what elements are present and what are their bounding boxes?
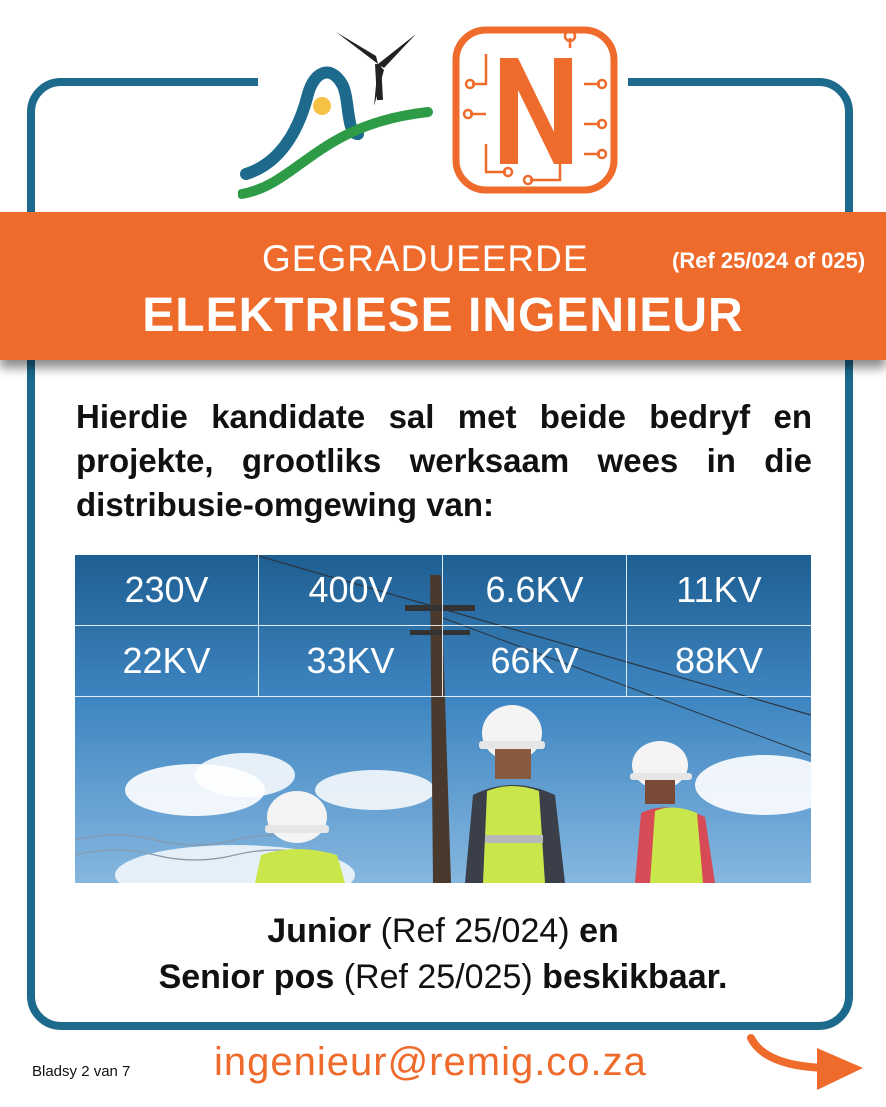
contact-email[interactable]: ingenieur@remig.co.za <box>214 1040 647 1084</box>
voltage-cell: 400V <box>259 555 443 626</box>
workers-photo <box>75 555 811 883</box>
voltage-cell: 33KV <box>259 626 443 697</box>
senior-line <box>0 954 886 1000</box>
voltage-cell: 230V <box>75 555 259 626</box>
voltage-cell: 6.6KV <box>443 555 627 626</box>
senior-label: Senior pos <box>158 958 335 996</box>
junior-ref: (Ref 25/024) <box>380 912 570 950</box>
availability: beskikbaar. <box>542 958 728 996</box>
job-description: Hierdie kandidate sal met beide bedryf en projekte, grootliks werksaam wees in die distribusie-omgewing van: <box>76 398 812 523</box>
reference-number: (Ref 25/024 of 025) <box>672 248 866 273</box>
voltage-cell: 88KV <box>627 626 811 697</box>
voltage-cell: 11KV <box>627 555 811 626</box>
voltage-cell: 22KV <box>75 626 259 697</box>
title-banner <box>0 212 886 360</box>
next-arrow-icon[interactable] <box>745 1030 875 1100</box>
job-title: ELEKTRIESE INGENIEUR <box>142 289 744 342</box>
junior-label: Junior <box>267 912 372 950</box>
voltage-cell: 66KV <box>443 626 627 697</box>
junior-line <box>0 908 886 954</box>
voltage-table <box>75 555 811 697</box>
circuit-n-logo <box>450 24 620 196</box>
page-number: Bladsy 2 van 7 <box>32 1063 131 1080</box>
subtitle: GEGRADUEERDE <box>262 238 589 279</box>
senior-ref: (Ref 25/025) <box>343 958 533 996</box>
wind-turbine-logo <box>238 24 438 204</box>
connector: en <box>579 912 619 950</box>
positions-available <box>0 908 886 1000</box>
